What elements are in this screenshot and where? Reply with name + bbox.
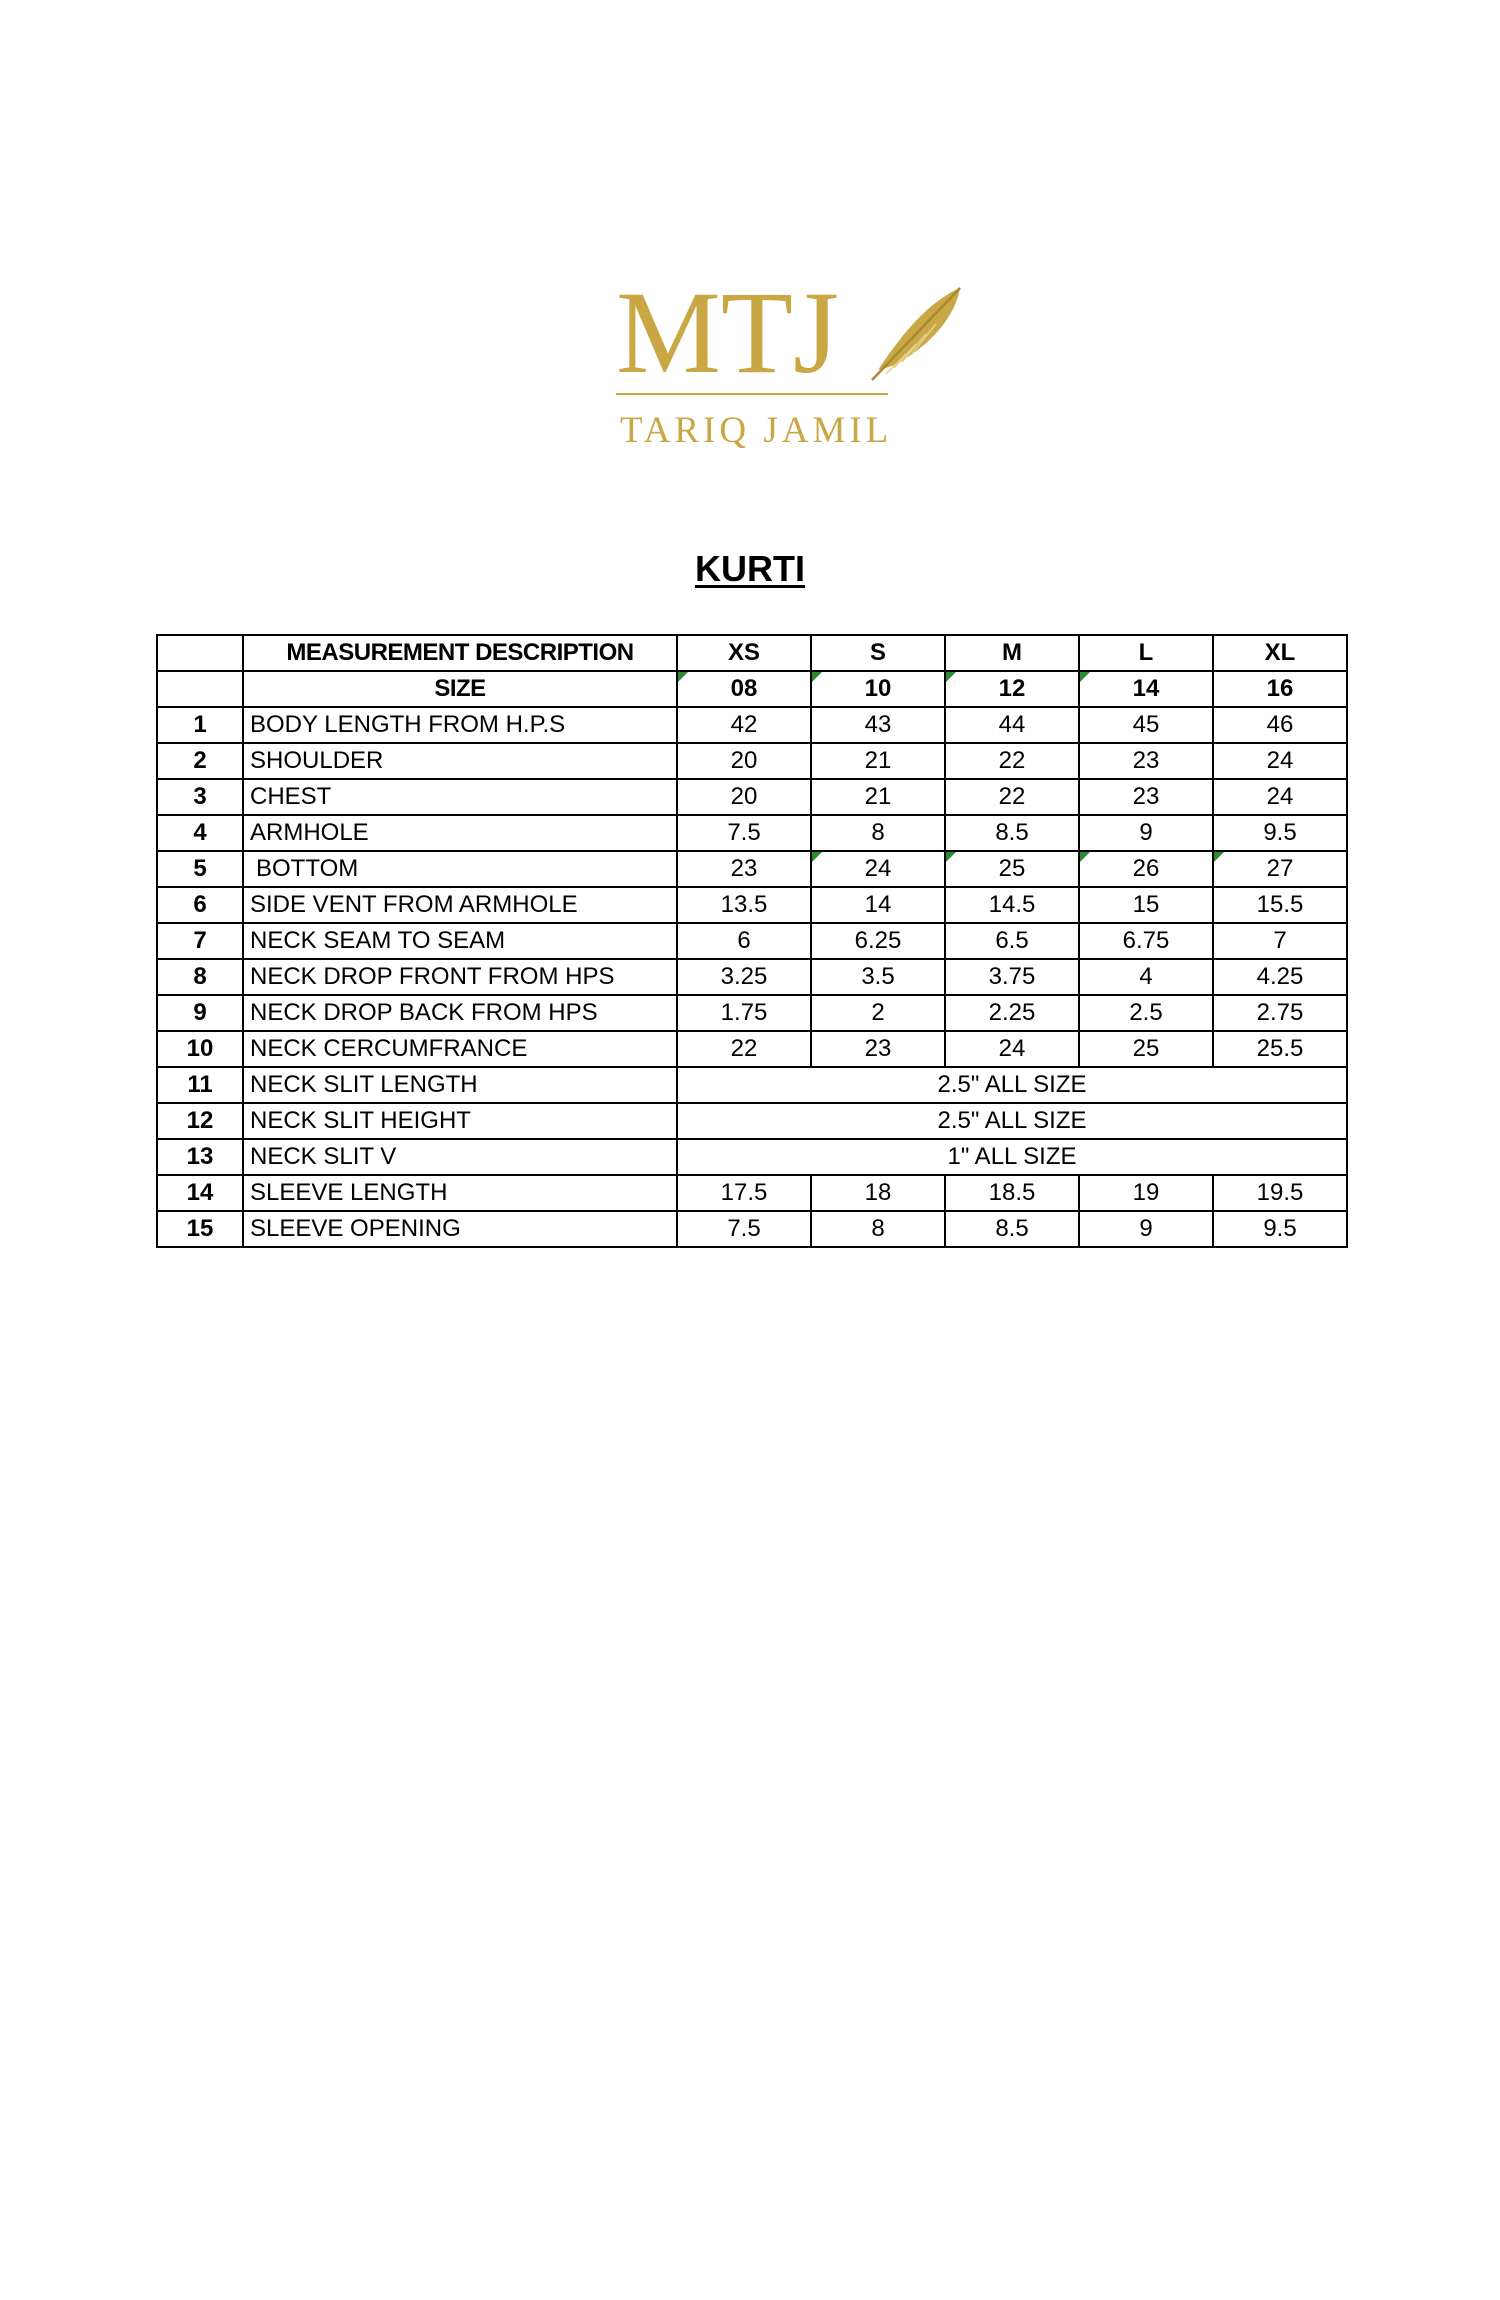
measurement-value: 45: [1079, 707, 1213, 743]
measurement-value: 23: [811, 1031, 945, 1067]
measurement-row: [157, 923, 1347, 959]
size-number-08: 08: [677, 671, 811, 707]
measurement-value: 9: [1079, 815, 1213, 851]
measurement-description: BOTTOM: [243, 851, 677, 887]
measurement-value: 24: [945, 1031, 1079, 1067]
row-number: 6: [157, 887, 243, 923]
measurement-value: 7.5: [677, 815, 811, 851]
size-header-xs: XS: [677, 635, 811, 671]
measurement-description: NECK SEAM TO SEAM: [243, 923, 677, 959]
measurement-row: [157, 743, 1347, 779]
measurement-value: 21: [811, 779, 945, 815]
measurement-value: 9: [1079, 1211, 1213, 1247]
measurement-value: 14: [811, 887, 945, 923]
measurement-row: [157, 779, 1347, 815]
measurement-description: NECK CERCUMFRANCE: [243, 1031, 677, 1067]
measurement-row: [157, 959, 1347, 995]
size-number-12: 12: [945, 671, 1079, 707]
measurement-value: 23: [1079, 743, 1213, 779]
all-size-value: 2.5" ALL SIZE: [677, 1067, 1347, 1103]
measurement-value: 23: [677, 851, 811, 887]
row-number: 7: [157, 923, 243, 959]
measurement-description: SHOULDER: [243, 743, 677, 779]
row-number: 11: [157, 1067, 243, 1103]
measurement-value: 18.5: [945, 1175, 1079, 1211]
measurement-value: 8.5: [945, 815, 1079, 851]
size-number-14: 14: [1079, 671, 1213, 707]
measurement-value: 46: [1213, 707, 1347, 743]
measurement-value: 23: [1079, 779, 1213, 815]
row-number: 8: [157, 959, 243, 995]
measurement-description: SLEEVE LENGTH: [243, 1175, 677, 1211]
measurement-value: 4: [1079, 959, 1213, 995]
measurement-value: 2.25: [945, 995, 1079, 1031]
measurement-value: 6.75: [1079, 923, 1213, 959]
measurement-value: 21: [811, 743, 945, 779]
measurement-value: 20: [677, 779, 811, 815]
measurement-row: [157, 1175, 1347, 1211]
measurement-value: 24: [1213, 743, 1347, 779]
size-header-xl: XL: [1213, 635, 1347, 671]
measurement-value: 1.75: [677, 995, 811, 1031]
measurement-description: CHEST: [243, 779, 677, 815]
measurement-value: 2.75: [1213, 995, 1347, 1031]
measurement-value: 43: [811, 707, 945, 743]
measurement-value: 15.5: [1213, 887, 1347, 923]
measurement-description: NECK SLIT LENGTH: [243, 1067, 677, 1103]
measurement-row: [157, 707, 1347, 743]
brand-logo: [610, 262, 970, 452]
measurement-value: 8: [811, 815, 945, 851]
row-number: 15: [157, 1211, 243, 1247]
measurement-description: SLEEVE OPENING: [243, 1211, 677, 1247]
row-number: 1: [157, 707, 243, 743]
row-number: 9: [157, 995, 243, 1031]
measurement-value: 20: [677, 743, 811, 779]
size-name-header-row: [157, 635, 1347, 671]
measurement-value: 2.5: [1079, 995, 1213, 1031]
row-number: 14: [157, 1175, 243, 1211]
measurement-value: 44: [945, 707, 1079, 743]
measurement-value: 22: [677, 1031, 811, 1067]
measurement-row: [157, 1031, 1347, 1067]
size-chart-table: [156, 634, 1348, 1248]
measurement-value: 7: [1213, 923, 1347, 959]
measurement-value: 8: [811, 1211, 945, 1247]
size-header-s: S: [811, 635, 945, 671]
size-header-l: L: [1079, 635, 1213, 671]
measurement-value: 8.5: [945, 1211, 1079, 1247]
measurement-row: [157, 1103, 1347, 1139]
measurement-value: 6.5: [945, 923, 1079, 959]
logo-brand-name: TARIQ JAMIL: [620, 410, 893, 451]
document-title: KURTI: [695, 548, 805, 589]
measurement-value: 9.5: [1213, 1211, 1347, 1247]
measurement-value: 13.5: [677, 887, 811, 923]
measurement-value: 17.5: [677, 1175, 811, 1211]
measurement-value: 27: [1213, 851, 1347, 887]
measurement-value: 24: [1213, 779, 1347, 815]
row-number: 5: [157, 851, 243, 887]
measurement-value: 42: [677, 707, 811, 743]
header-blank-cell: [157, 671, 243, 707]
measurement-value: 26: [1079, 851, 1213, 887]
measurement-value: 25.5: [1213, 1031, 1347, 1067]
measurement-value: 4.25: [1213, 959, 1347, 995]
all-size-value: 1" ALL SIZE: [677, 1139, 1347, 1175]
row-number: 10: [157, 1031, 243, 1067]
measurement-value: 2: [811, 995, 945, 1031]
row-number: 13: [157, 1139, 243, 1175]
measurement-value: 14.5: [945, 887, 1079, 923]
measurement-description: SIDE VENT FROM ARMHOLE: [243, 887, 677, 923]
measurement-row: [157, 1211, 1347, 1247]
row-number: 4: [157, 815, 243, 851]
measurement-value: 24: [811, 851, 945, 887]
measurement-row: [157, 995, 1347, 1031]
measurement-row: [157, 815, 1347, 851]
measurement-row: [157, 887, 1347, 923]
measurement-value: 3.75: [945, 959, 1079, 995]
measurement-value: 25: [945, 851, 1079, 887]
measurement-value: 19: [1079, 1175, 1213, 1211]
measurement-value: 18: [811, 1175, 945, 1211]
measurement-description: BODY LENGTH FROM H.P.S: [243, 707, 677, 743]
size-number-10: 10: [811, 671, 945, 707]
size-number-header-row: [157, 671, 1347, 707]
measurement-value: 6: [677, 923, 811, 959]
measurement-value: 25: [1079, 1031, 1213, 1067]
measurement-value: 19.5: [1213, 1175, 1347, 1211]
measurement-description-header: MEASUREMENT DESCRIPTION: [243, 635, 677, 671]
size-number-16: 16: [1213, 671, 1347, 707]
measurement-description: NECK DROP BACK FROM HPS: [243, 995, 677, 1031]
all-size-value: 2.5" ALL SIZE: [677, 1103, 1347, 1139]
measurement-description: NECK SLIT HEIGHT: [243, 1103, 677, 1139]
logo-monogram: MTJ: [616, 267, 839, 398]
measurement-description: NECK DROP FRONT FROM HPS: [243, 959, 677, 995]
measurement-value: 9.5: [1213, 815, 1347, 851]
size-header-m: M: [945, 635, 1079, 671]
quill-icon: [872, 288, 960, 380]
measurement-value: 22: [945, 743, 1079, 779]
measurement-value: 22: [945, 779, 1079, 815]
measurement-value: 3.25: [677, 959, 811, 995]
measurement-value: 15: [1079, 887, 1213, 923]
measurement-value: 3.5: [811, 959, 945, 995]
measurement-description: NECK SLIT V: [243, 1139, 677, 1175]
measurement-row: [157, 851, 1347, 887]
size-label-header: SIZE: [243, 671, 677, 707]
measurement-row: [157, 1067, 1347, 1103]
row-number: 3: [157, 779, 243, 815]
measurement-description: ARMHOLE: [243, 815, 677, 851]
measurement-row: [157, 1139, 1347, 1175]
row-number: 2: [157, 743, 243, 779]
measurement-value: 6.25: [811, 923, 945, 959]
row-number: 12: [157, 1103, 243, 1139]
header-blank-cell: [157, 635, 243, 671]
measurement-value: 7.5: [677, 1211, 811, 1247]
